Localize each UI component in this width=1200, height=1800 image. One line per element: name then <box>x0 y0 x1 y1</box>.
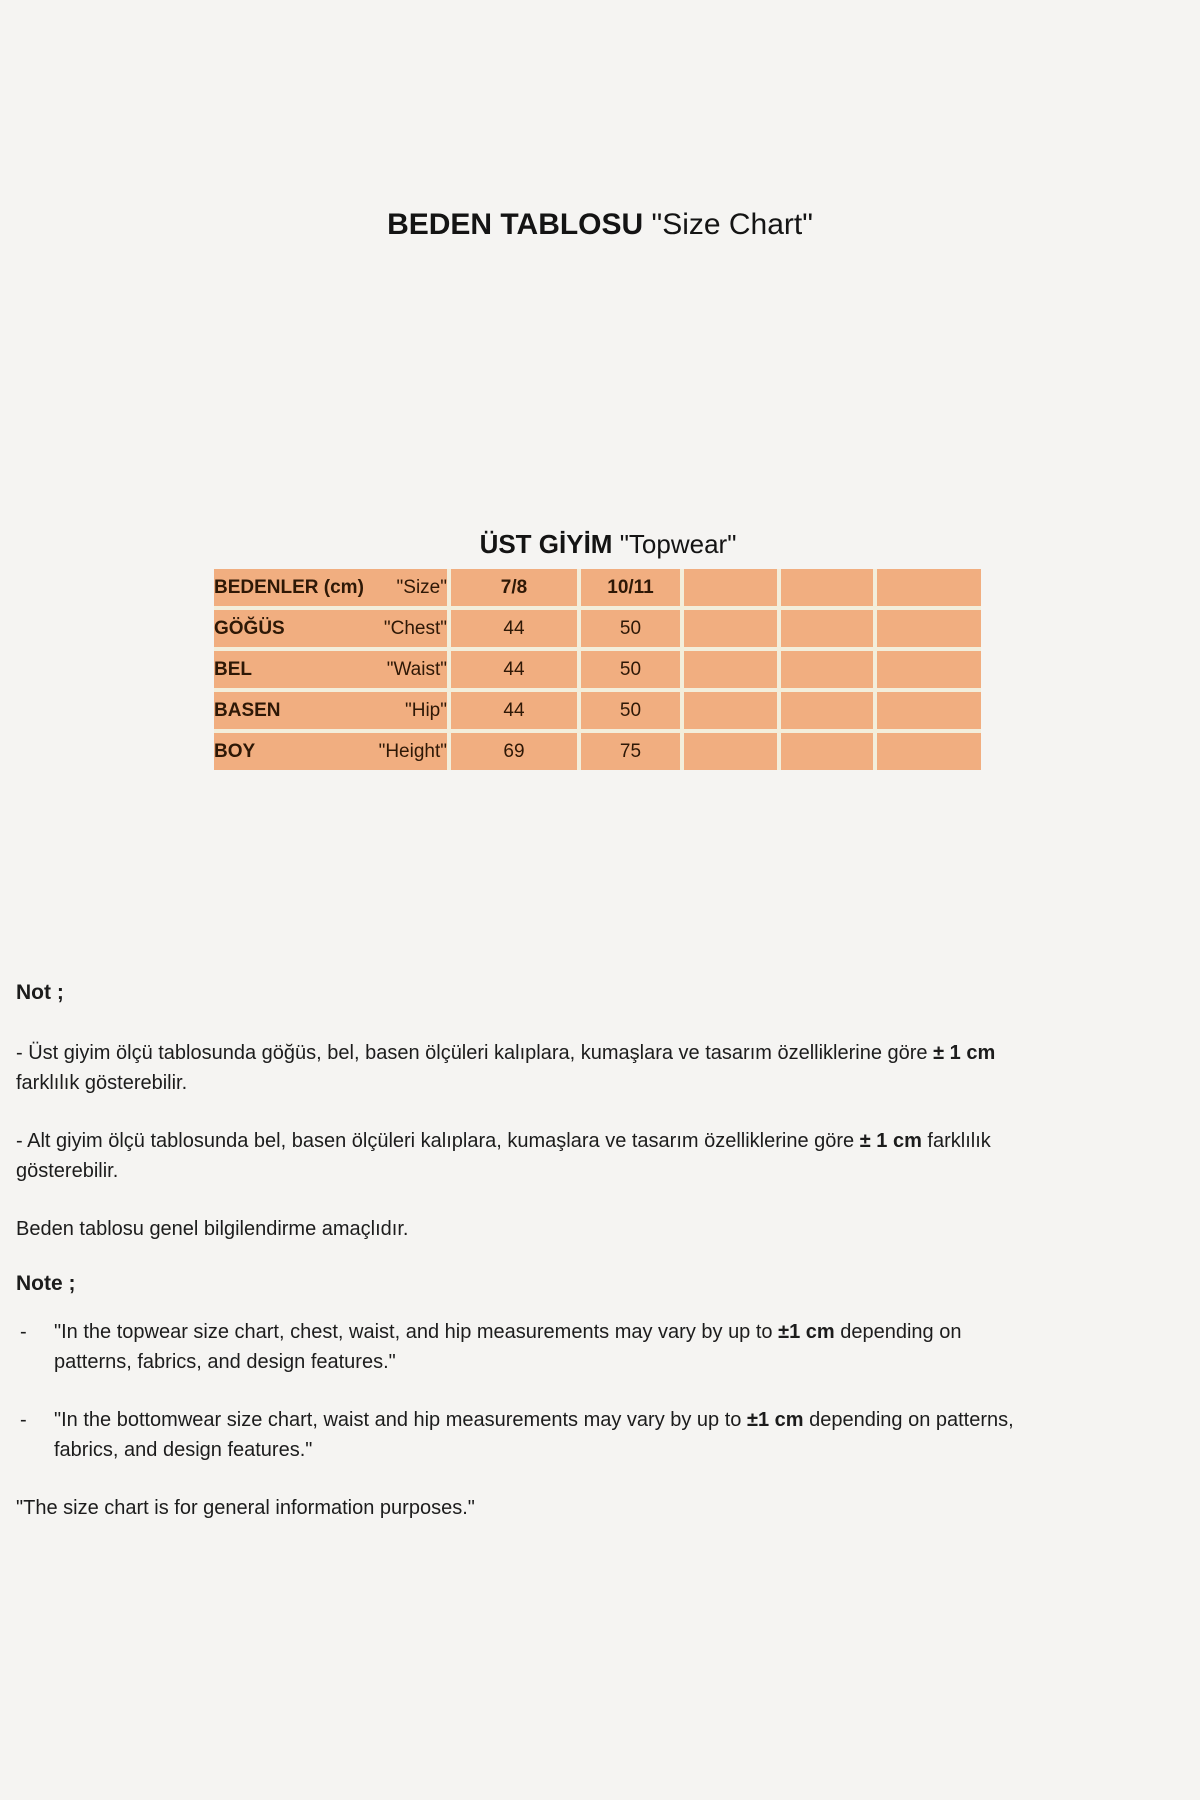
cell-value: 75 <box>581 733 684 770</box>
bullet-dash: - <box>20 1321 27 1343</box>
row-label-cell <box>214 692 451 733</box>
bullet-dash: - <box>20 1409 27 1431</box>
cell-value <box>877 610 981 651</box>
row-label-cell <box>214 733 451 770</box>
note-text-bold: ± 1 cm <box>859 1130 922 1152</box>
table-section-heading <box>214 527 1002 561</box>
size-chart-table <box>214 569 981 770</box>
cell-value <box>684 733 781 770</box>
cell-value <box>684 692 781 733</box>
note-tr-topwear <box>16 1038 1038 1098</box>
table-row-hip <box>214 692 981 733</box>
header-label-en: "Size" <box>396 576 447 598</box>
cell-value: 69 <box>451 733 581 770</box>
cell-value <box>877 733 981 770</box>
note-text: farklılık gösterebilir. <box>16 1130 991 1182</box>
notes-en-footer: "The size chart is for general information purposes." <box>16 1497 475 1519</box>
row-label-en: "Hip" <box>405 699 447 721</box>
cell-value <box>877 651 981 692</box>
header-label-cell <box>214 569 451 610</box>
note-text: depending on patterns, fabrics, and design features." <box>54 1321 962 1373</box>
notes-tr-footer: Beden tablosu genel bilgilendirme amaçlıdır. <box>16 1218 409 1240</box>
notes-en-heading: Note ; <box>16 1272 76 1295</box>
note-tr-bottomwear <box>16 1126 1038 1186</box>
notes-tr-heading: Not ; <box>16 981 64 1004</box>
notes-section <box>16 978 1038 1523</box>
note-en-bottomwear <box>16 1405 1038 1465</box>
note-text-bold: ±1 cm <box>746 1409 804 1431</box>
cell-value <box>877 692 981 733</box>
note-text-bold: ± 1 cm <box>933 1042 996 1064</box>
note-en-topwear <box>16 1317 1038 1377</box>
note-text-bold: ±1 cm <box>778 1321 835 1343</box>
cell-value: 50 <box>581 692 684 733</box>
table-row-height <box>214 733 981 770</box>
note-text: "In the topwear size chart, chest, waist, and hip measurements may vary by up to <box>54 1321 779 1343</box>
cell-value <box>684 610 781 651</box>
row-label-tr: GÖĞÜS <box>214 617 285 639</box>
row-label-tr: BEL <box>214 658 252 680</box>
row-label-en: "Waist" <box>386 658 447 680</box>
row-label-tr: BASEN <box>214 699 281 721</box>
note-text: - Üst giyim ölçü tablosunda göğüs, bel, basen ölçüleri kalıplara, kumaşlara ve tasarım özelliklerine göre <box>16 1042 934 1064</box>
table-heading-tr: ÜST GİYİM <box>479 529 613 559</box>
cell-value: 50 <box>581 610 684 651</box>
bullet-text <box>54 1317 1038 1377</box>
row-label-cell <box>214 610 451 651</box>
note-text: "In the bottomwear size chart, waist and hip measurements may vary by up to <box>54 1409 747 1431</box>
size-col-1: 7/8 <box>451 569 581 610</box>
row-label-en: "Height" <box>378 740 447 762</box>
cell-value <box>781 692 877 733</box>
page-title-main: BEDEN TABLOSU <box>387 208 644 241</box>
page-title-sub: "Size Chart" <box>651 208 813 241</box>
cell-value <box>684 651 781 692</box>
table-row-waist <box>214 651 981 692</box>
size-col-5 <box>877 569 981 610</box>
size-col-2: 10/11 <box>581 569 684 610</box>
cell-value: 44 <box>451 651 581 692</box>
cell-value: 50 <box>581 651 684 692</box>
cell-value <box>781 651 877 692</box>
cell-value <box>781 733 877 770</box>
bullet-text <box>54 1405 1038 1465</box>
table-heading-en: "Topwear" <box>619 529 737 559</box>
cell-value: 44 <box>451 692 581 733</box>
note-text: - Alt giyim ölçü tablosunda bel, basen ölçüleri kalıplara, kumaşlara ve tasarım özelliklerine göre <box>16 1130 860 1152</box>
table-header-row <box>214 569 981 610</box>
row-label-cell <box>214 651 451 692</box>
cell-value: 44 <box>451 610 581 651</box>
page-title <box>0 206 1200 244</box>
row-label-en: "Chest" <box>383 617 447 639</box>
row-label-tr: BOY <box>214 740 256 762</box>
header-label-tr: BEDENLER (cm) <box>214 576 364 598</box>
table-row-chest <box>214 610 981 651</box>
note-text: farklılık gösterebilir. <box>16 1072 188 1094</box>
note-text: depending on patterns, fabrics, and design features." <box>54 1409 1014 1461</box>
size-col-3 <box>684 569 781 610</box>
size-col-4 <box>781 569 877 610</box>
cell-value <box>781 610 877 651</box>
